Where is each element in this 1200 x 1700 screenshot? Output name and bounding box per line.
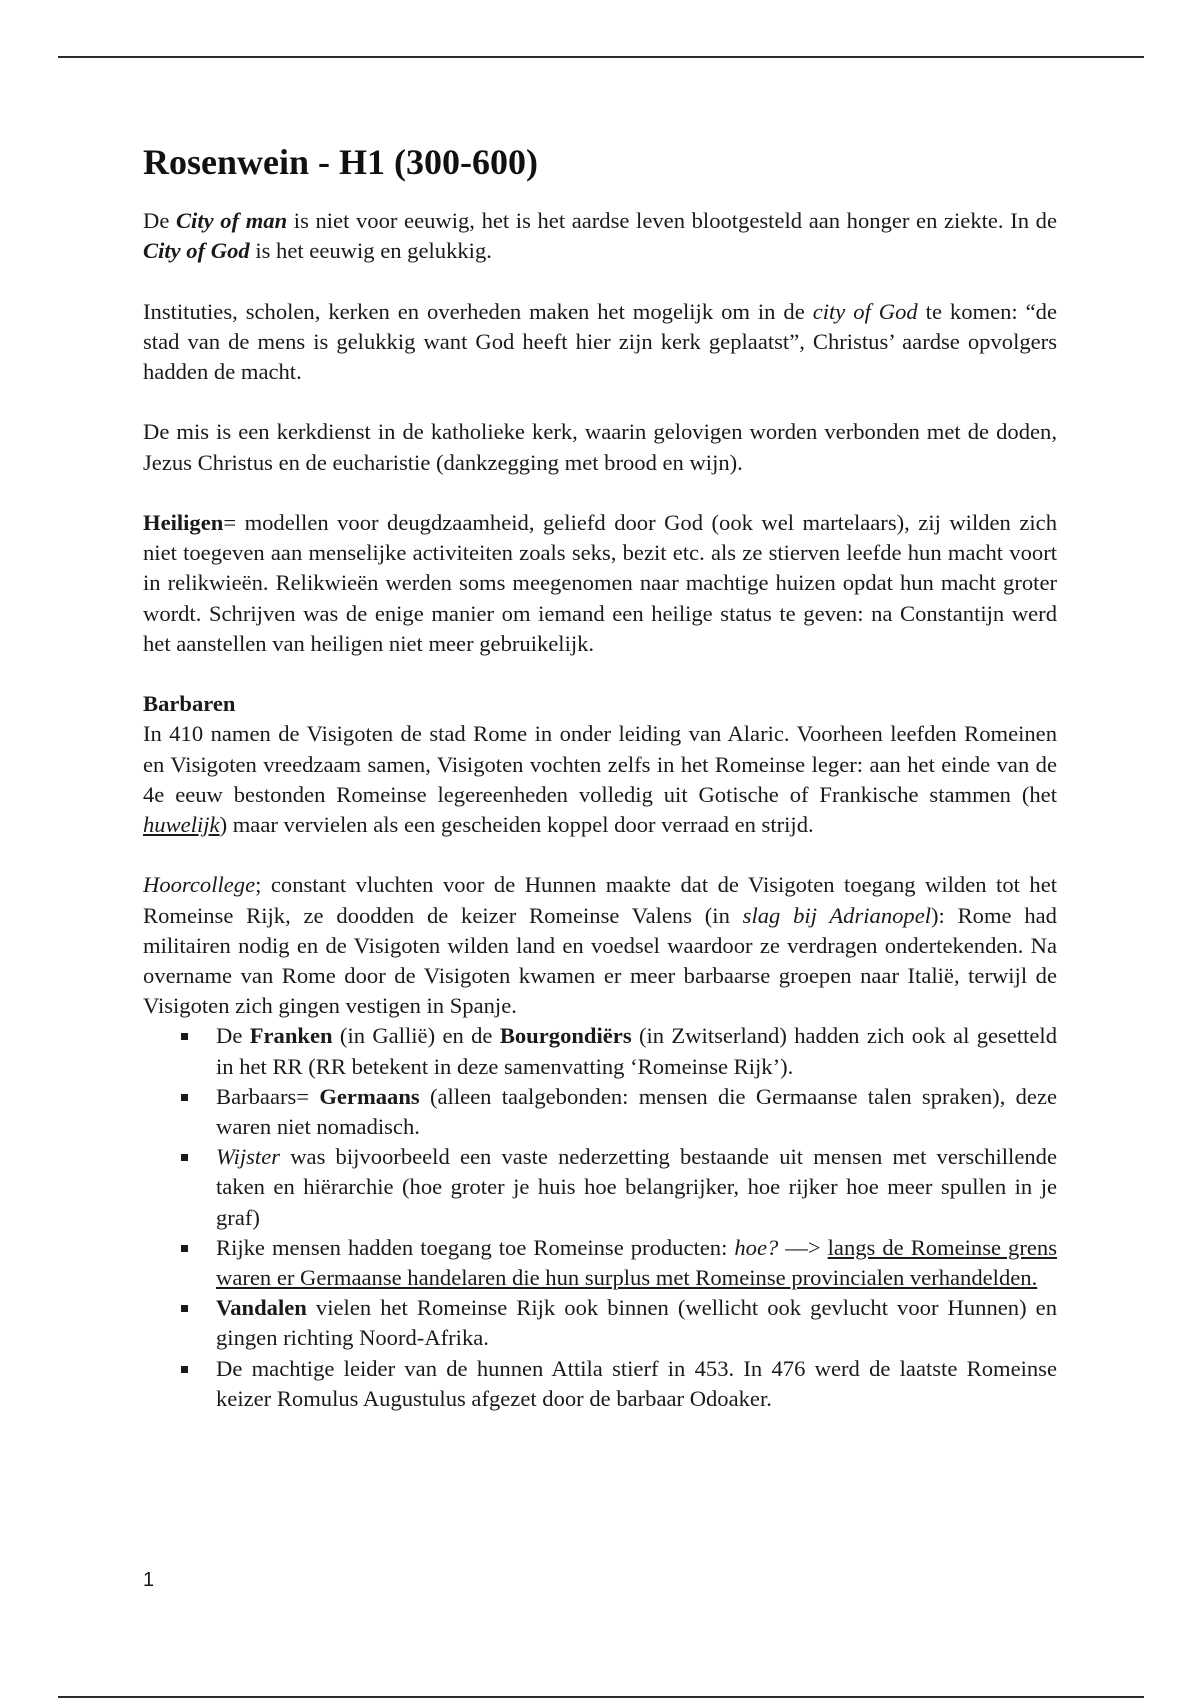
term-city-of-man: City of man — [175, 208, 288, 233]
term-franken: Franken — [249, 1023, 333, 1049]
term-hoorcollege: Hoorcollege — [143, 872, 256, 898]
text-run: (alleen taalgebonden: mensen die Germaanse talen spraken), deze waren niet nomadisch. — [216, 1083, 1057, 1140]
bottom-rule — [58, 1696, 1144, 1698]
term-germaans: Germaans — [319, 1083, 420, 1109]
text-run: was bijvoorbeeld een vaste nederzetting bestaande uit mensen met verschillende taken en hiërarchie (hoe groter je huis hoe belangrijker, hoe rijker hoe meer spullen in je graf) — [216, 1144, 1057, 1230]
list-item-franken — [216, 1021, 1057, 1081]
text-run: —> — [778, 1234, 828, 1260]
text-run: is het eeuwig en gelukkig. — [249, 238, 492, 264]
text-run: ) maar vervielen als een gescheiden koppel door verraad en strijd. — [219, 812, 814, 837]
text-run: De — [216, 1023, 250, 1049]
term-bourgondiers: Bourgondiërs — [499, 1023, 632, 1049]
term-hoe: hoe? — [734, 1234, 779, 1260]
bullet-list — [143, 1021, 1057, 1414]
text-run: In 410 namen de Visigoten de stad Rome in onder leiding van Alaric. Voorheen leefden Romeinen en Visigoten vreedzaam samen, Visigoten vochten zelfs in het Romeinse leger: aan het einde van de 4e eeuw bestonden Romeinse legereenheden volledig uit Gotische of Frankische stammen (het — [143, 721, 1057, 807]
list-item-vandalen — [216, 1293, 1057, 1353]
text-run: ; constant vluchten voor de Hunnen maakte dat de Visigoten toegang wilden tot het Romeinse Rijk, ze doodden de keizer Romeinse Valens (in — [143, 872, 1057, 928]
list-item-romeinse-producten — [216, 1233, 1057, 1293]
text-run: Barbaars= — [216, 1083, 320, 1109]
term-heiligen: Heiligen — [143, 509, 224, 535]
term-city-of-god-italic: city of God — [812, 298, 918, 324]
text-run: Instituties, scholen, kerken en overheden maken het mogelijk om in de — [143, 298, 813, 324]
paragraph-hoorcollege — [143, 870, 1057, 1021]
text-run: vielen het Romeinse Rijk ook binnen (wellicht ook gevlucht voor Hunnen) en gingen richting Noord-Afrika. — [216, 1295, 1057, 1351]
text-run: is niet voor eeuwig, het is het aardse leven blootgesteld aan honger en ziekte. In de — [287, 208, 1057, 233]
term-wijster: Wijster — [216, 1144, 281, 1170]
term-huwelijk: huwelijk — [143, 812, 220, 837]
list-item-germaans — [216, 1082, 1057, 1142]
term-vandalen: Vandalen — [216, 1295, 307, 1321]
paragraph-instituties — [143, 297, 1057, 388]
text-run: Rijke mensen hadden toegang toe Romeinse producten: — [216, 1234, 735, 1260]
underlined-text: langs de Romeinse grens waren er Germaanse handelaren die hun surplus met Romeinse provincialen verhandelden. — [216, 1234, 1057, 1291]
top-rule — [58, 56, 1144, 58]
paragraph-mis: De mis is een kerkdienst in de katholieke kerk, waarin gelovigen worden verbonden met de doden, Jezus Christus en de eucharistie (dankzegging met brood en wijn). — [143, 419, 1057, 475]
list-item-attila: De machtige leider van de hunnen Attila stierf in 453. In 476 werd de laatste Romeinse keizer Romulus Augustulus afgezet door de barbaar Odoaker. — [216, 1354, 1057, 1414]
text-run: (in Gallië) en de — [332, 1023, 500, 1049]
paragraph-heiligen — [143, 508, 1057, 659]
text-run: (in Zwitserland) hadden zich ook al gesetteld in het RR (RR betekent in deze samenvatting ‘Romeinse Rijk’). — [216, 1023, 1057, 1079]
page-title: Rosenwein - H1 (300-600) — [143, 142, 538, 182]
text-run: = modellen voor deugdzaamheid, geliefd door God (ook wel martelaars), zij wilden zich niet toegeven aan menselijke activiteiten zoals seks, bezit etc. als ze stierven leefde hun macht voort in relikwieën. Relikwieën werden soms meegenomen naar machtige huizen opdat hun macht groter wordt. Schrijven was de enige manier om iemand een heilige status te geven: na Constantijn werd het aanstellen van heiligen niet meer gebruikelijk. — [143, 509, 1057, 656]
document-body — [143, 140, 1057, 1414]
text-run: ): Rome had militairen nodig en de Visigoten wilden land en voedsel waardoor ze verdragen ondertekenden. Na overname van Rome door de Visigoten kwamen er meer barbaarse groepen naar Italië, terwijl de Visigoten zich gingen vestigen in Spanje. — [143, 902, 1057, 1019]
term-slag-bij-adrianopel: slag bij Adrianopel — [742, 902, 932, 928]
text-run: te komen: “de stad van de mens is gelukkig want God heeft hier zijn kerk geplaatst”, Christus’ aardse opvolgers hadden de macht. — [143, 298, 1058, 384]
paragraph-visigoten — [143, 719, 1057, 840]
page-number: 1 — [143, 1569, 155, 1591]
list-item-wijster — [216, 1142, 1057, 1233]
text-run: De — [143, 208, 176, 233]
section-heading-barbaren: Barbaren — [143, 691, 236, 717]
term-city-of-god: City of God — [143, 238, 250, 264]
paragraph-city-of-man — [143, 206, 1057, 266]
